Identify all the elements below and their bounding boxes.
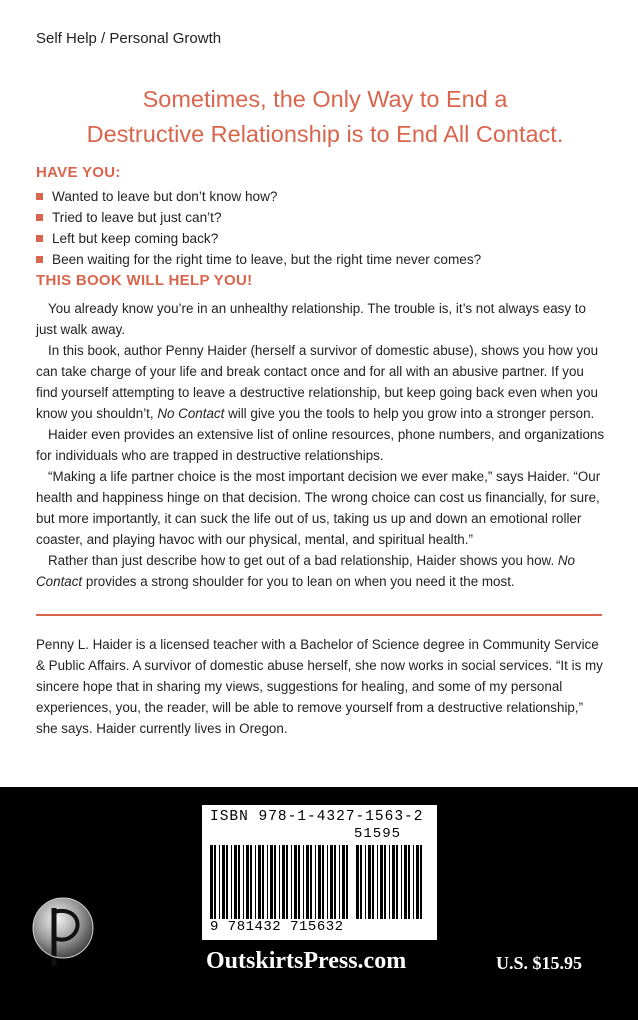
isbn-label: ISBN 978-1-4327-1563-2 — [210, 809, 424, 825]
barcode-bar — [416, 845, 419, 919]
barcode-bar — [404, 845, 407, 919]
barcode-bar — [238, 845, 240, 919]
barcode-bar — [279, 845, 280, 919]
barcode-bar — [258, 845, 261, 919]
have-you-list — [36, 186, 481, 270]
barcode-bar — [306, 845, 309, 919]
barcode-bar — [250, 845, 252, 919]
bullet-square-icon — [36, 214, 43, 221]
barcode-digits: 9 781432 715632 — [210, 919, 344, 935]
barcode-bar — [222, 845, 225, 919]
barcode-bar — [368, 845, 371, 919]
barcode-bar — [282, 845, 285, 919]
barcode-bar — [389, 845, 390, 919]
list-item: Wanted to leave but don’t know how? — [36, 186, 481, 207]
paragraph-4: “Making a life partner choice is the most important decision we ever make,” says Haider. “Our health and happiness hinge on that decision. The wrong choice can cost us financially, for sure, but more importantly, it can suck the life out of us, taking us up and down an emotional roller coaster, and playing havoc with our physical, mental, and spiritual health.” — [36, 469, 601, 547]
headline-line-2: Destructive Relationship is to End All Contact. — [86, 121, 564, 147]
barcode-bar — [396, 845, 398, 919]
barcode-bar — [291, 845, 292, 919]
headline — [30, 82, 620, 152]
bullet-square-icon — [36, 256, 43, 263]
barcode-bar — [267, 845, 268, 919]
publisher-name: OutskirtsPress.com — [206, 948, 407, 974]
headline-line-1: Sometimes, the Only Way to End a — [142, 86, 508, 112]
barcode-bar — [262, 845, 264, 919]
barcode-bar — [298, 845, 300, 919]
barcode-bar — [255, 845, 256, 919]
barcode-bar — [318, 845, 321, 919]
barcode-bar — [270, 845, 273, 919]
barcode-bar — [310, 845, 312, 919]
list-item: Been waiting for the right time to leave, but the right time never comes? — [36, 249, 481, 270]
bullet-square-icon — [36, 193, 43, 200]
category-label: Self Help / Personal Growth — [36, 30, 222, 47]
author-bio: Penny L. Haider is a licensed teacher with a Bachelor of Science degree in Community Service & Public Affairs. A survivor of domestic abuse herself, she now works in social services. “It is my sincere hope that in sharing my views, suggestions for healing, and some of my personal experiences, you, the reader, will be able to remove yourself from a destructive relationship,” she says. Haider currently lives in Oregon. — [36, 637, 603, 736]
barcode-bar — [408, 845, 410, 919]
barcode-bar — [286, 845, 288, 919]
price-label: U.S. $15.95 — [496, 953, 583, 973]
barcode-bar — [413, 845, 414, 919]
barcode-bar — [294, 845, 297, 919]
barcode-bar — [322, 845, 324, 919]
barcode-bar — [377, 845, 378, 919]
barcode-bar — [231, 845, 232, 919]
barcode-bar — [214, 845, 216, 919]
barcode-bar — [246, 845, 249, 919]
barcode-bar — [274, 845, 276, 919]
list-item: Tried to leave but just can’t? — [36, 207, 481, 228]
barcode-bar — [234, 845, 237, 919]
barcode-bar — [346, 845, 348, 919]
book-title: No Contact — [157, 406, 225, 421]
barcode-bar — [219, 845, 220, 919]
paragraph-1: You already know you’re in an unhealthy relationship. The trouble is, it’s not always easy to just walk away. — [36, 301, 586, 337]
paragraph-3: Haider even provides an extensive list of online resources, phone numbers, and organizations for individuals who are trapped in destructive relationships. — [36, 427, 605, 463]
barcode-bar — [372, 845, 374, 919]
barcode-bar — [356, 845, 359, 919]
barcode-bar — [315, 845, 316, 919]
barcode-bar — [342, 845, 345, 919]
barcode-bar — [420, 845, 422, 919]
barcode-bar — [243, 845, 244, 919]
barcode — [202, 805, 437, 940]
barcode-bar — [401, 845, 402, 919]
description-body — [36, 298, 606, 592]
barcode-bar — [303, 845, 304, 919]
barcode-bar — [339, 845, 340, 919]
barcode-bar — [327, 845, 328, 919]
book-title: No Contact — [36, 553, 576, 589]
have-you-heading: HAVE YOU: — [36, 164, 121, 181]
bullet-square-icon — [36, 235, 43, 242]
help-heading: THIS BOOK WILL HELP YOU! — [36, 272, 253, 289]
barcode-bar — [334, 845, 336, 919]
barcode-bar — [360, 845, 362, 919]
barcode-bar — [226, 845, 228, 919]
list-item: Left but keep coming back? — [36, 228, 481, 249]
divider — [36, 614, 602, 616]
price-code-bars — [356, 845, 428, 919]
barcode-bar — [330, 845, 333, 919]
barcode-bar — [384, 845, 386, 919]
barcode-bar — [392, 845, 395, 919]
paragraph-2: In this book, author Penny Haider (herself a survivor of domestic abuse), shows you how you can take charge of your life and break contact once and for all with an abusive partner. If you find yourself attempting to leave a destructive relationship, but keep going back even when you know you shouldn’t, No Contact will give you the tools to help you grow into a stronger person. — [36, 343, 599, 421]
barcode-bar — [210, 845, 213, 919]
price-code: 51595 — [354, 826, 402, 842]
ean13-bars — [210, 845, 350, 919]
outskirts-press-logo-icon — [30, 880, 100, 980]
barcode-bar — [380, 845, 383, 919]
barcode-bar — [365, 845, 366, 919]
paragraph-5: Rather than just describe how to get out of a bad relationship, Haider shows you how. No Contact provides a strong shoulder for you to lean on when you need it the most. — [36, 553, 576, 589]
